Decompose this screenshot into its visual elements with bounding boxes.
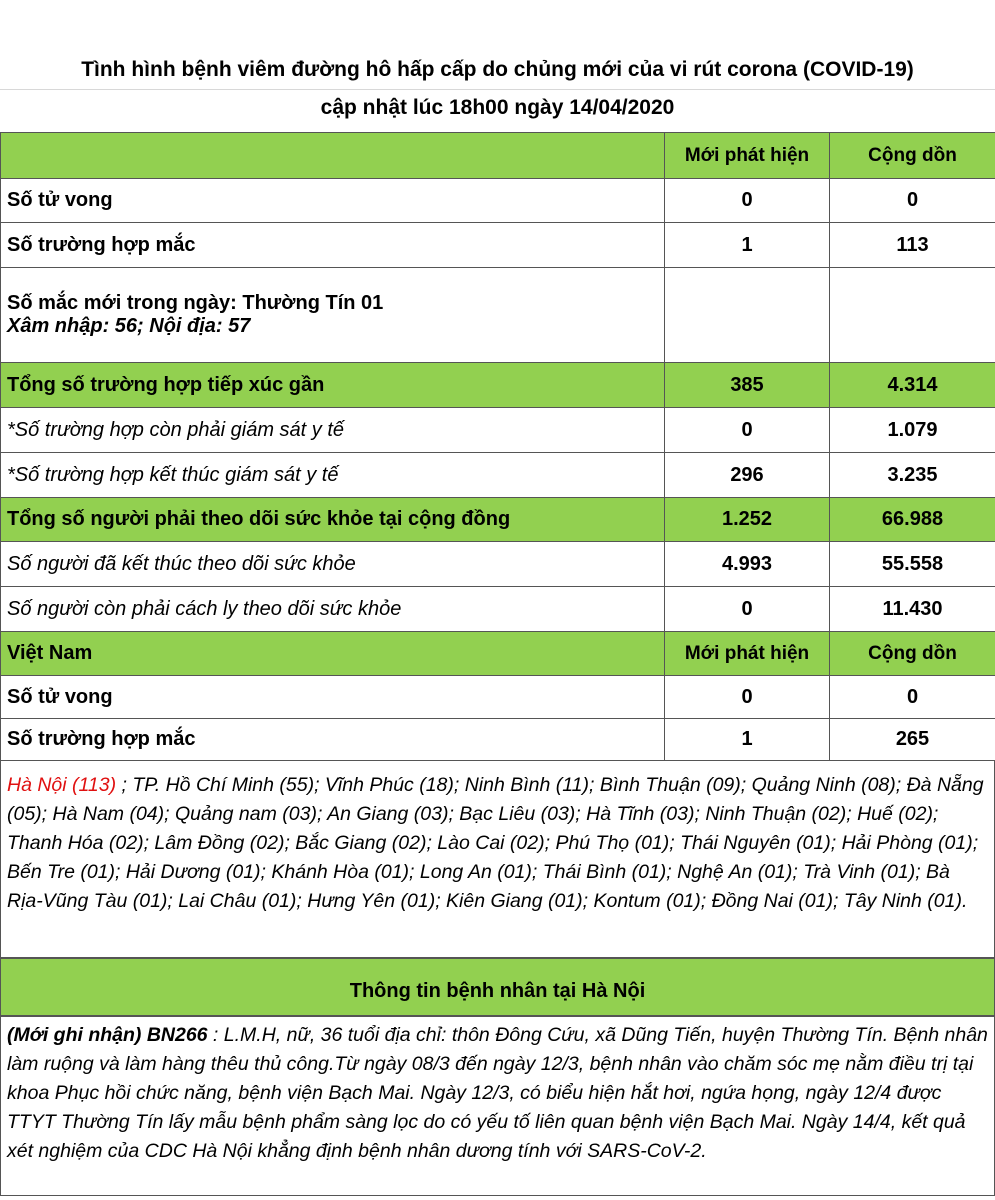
table-row: *Số trường hợp kết thúc giám sát y tế 296 3.235 [1,453,995,498]
patient-info: (Mới ghi nhận) BN266 : L.M.H, nữ, 36 tuổi địa chỉ: thôn Đông Cứu, xã Dũng Tiến, huyện Thường Tín. Bệnh nhân làm ruộng và làm hàng thêu thủ công.Từ ngày 08/3 đến ngày 12/3, bệnh nhân vào chăm sóc mẹ nằm điều trị tại khoa Phục hồi chức năng, bệnh viện Bạch Mai. Ngày 12/3, có biểu hiện hắt hơi, ngứa họng, ngày 12/4 được TTYT Thường Tín lấy mẫu bệnh phẩm sàng lọc do có yếu tố liên quan bệnh viện Bạch Mai. Ngày 14/4, kết quả xét nghiệm của CDC Hà Nội khẳng định bệnh nhân dương tính với SARS-CoV-2. [0,1016,995,1196]
province-list: Hà Nội (113) ; TP. Hồ Chí Minh (55); Vĩnh Phúc (18); Ninh Bình (11); Bình Thuận (09); Quảng Ninh (08); Đà Nẵng (05); Hà Nam (04); Quảng nam (03); An Giang (03); Bạc Liêu (03); Hà Tĩnh (03); Ninh Thuận (02); Huế (02); Thanh Hóa (02); Lâm Đồng (02); Bắc Giang (02); Lào Cai (02); Phú Thọ (01); Thái Nguyên (01); Hải Phòng (01); Bến Tre (01); Hải Dương (01); Khánh Hòa (01); Long An (01); Thái Bình (01); Nghệ An (01); Trà Vinh (01); Bà Rịa-Vũng Tàu (01); Lai Châu (01); Hưng Yên (01); Kiên Giang (01); Kontum (01); Đồng Nai (01); Tây Ninh (01). [0,760,995,958]
table-row: Số trường hợp mắc 1 113 [1,223,995,268]
report-title: Tình hình bệnh viêm đường hô hấp cấp do chủng mới của vi rút corona (COVID-19) [81,58,914,81]
table-row: *Số trường hợp còn phải giám sát y tế 0 1.079 [1,408,995,453]
table-row: Số tử vong 0 0 [1,179,995,223]
table-row: Số trường hợp mắc 1 265 [1,719,995,761]
hanoi-count: Hà Nội (113) [7,774,117,796]
hanoi-heading: Thông tin bệnh nhân tại Hà Nội [0,958,995,1016]
header-total: Cộng dồn [830,133,995,179]
header-new: Mới phát hiện [665,133,830,179]
table-row: Số mắc mới trong ngày: Thường Tín 01 Xâm nhập: 56; Nội địa: 57 [1,268,995,363]
table-row: Tổng số trường hợp tiếp xúc gần 385 4.314 [1,363,995,408]
table-row: Tổng số người phải theo dõi sức khỏe tại cộng đồng 1.252 66.988 [1,498,995,542]
stats-table [0,132,995,761]
table-row: Số tử vong 0 0 [1,676,995,719]
table-row: Số người còn phải cách ly theo dõi sức khỏe 0 11.430 [1,587,995,632]
divider [0,89,995,90]
header-row [1,133,995,179]
vn-header-row: Việt Nam Mới phát hiện Cộng dồn [1,632,995,676]
report-subtitle: cập nhật lúc 18h00 ngày 14/04/2020 [320,96,675,119]
table-row: Số người đã kết thúc theo dõi sức khỏe 4.993 55.558 [1,542,995,587]
